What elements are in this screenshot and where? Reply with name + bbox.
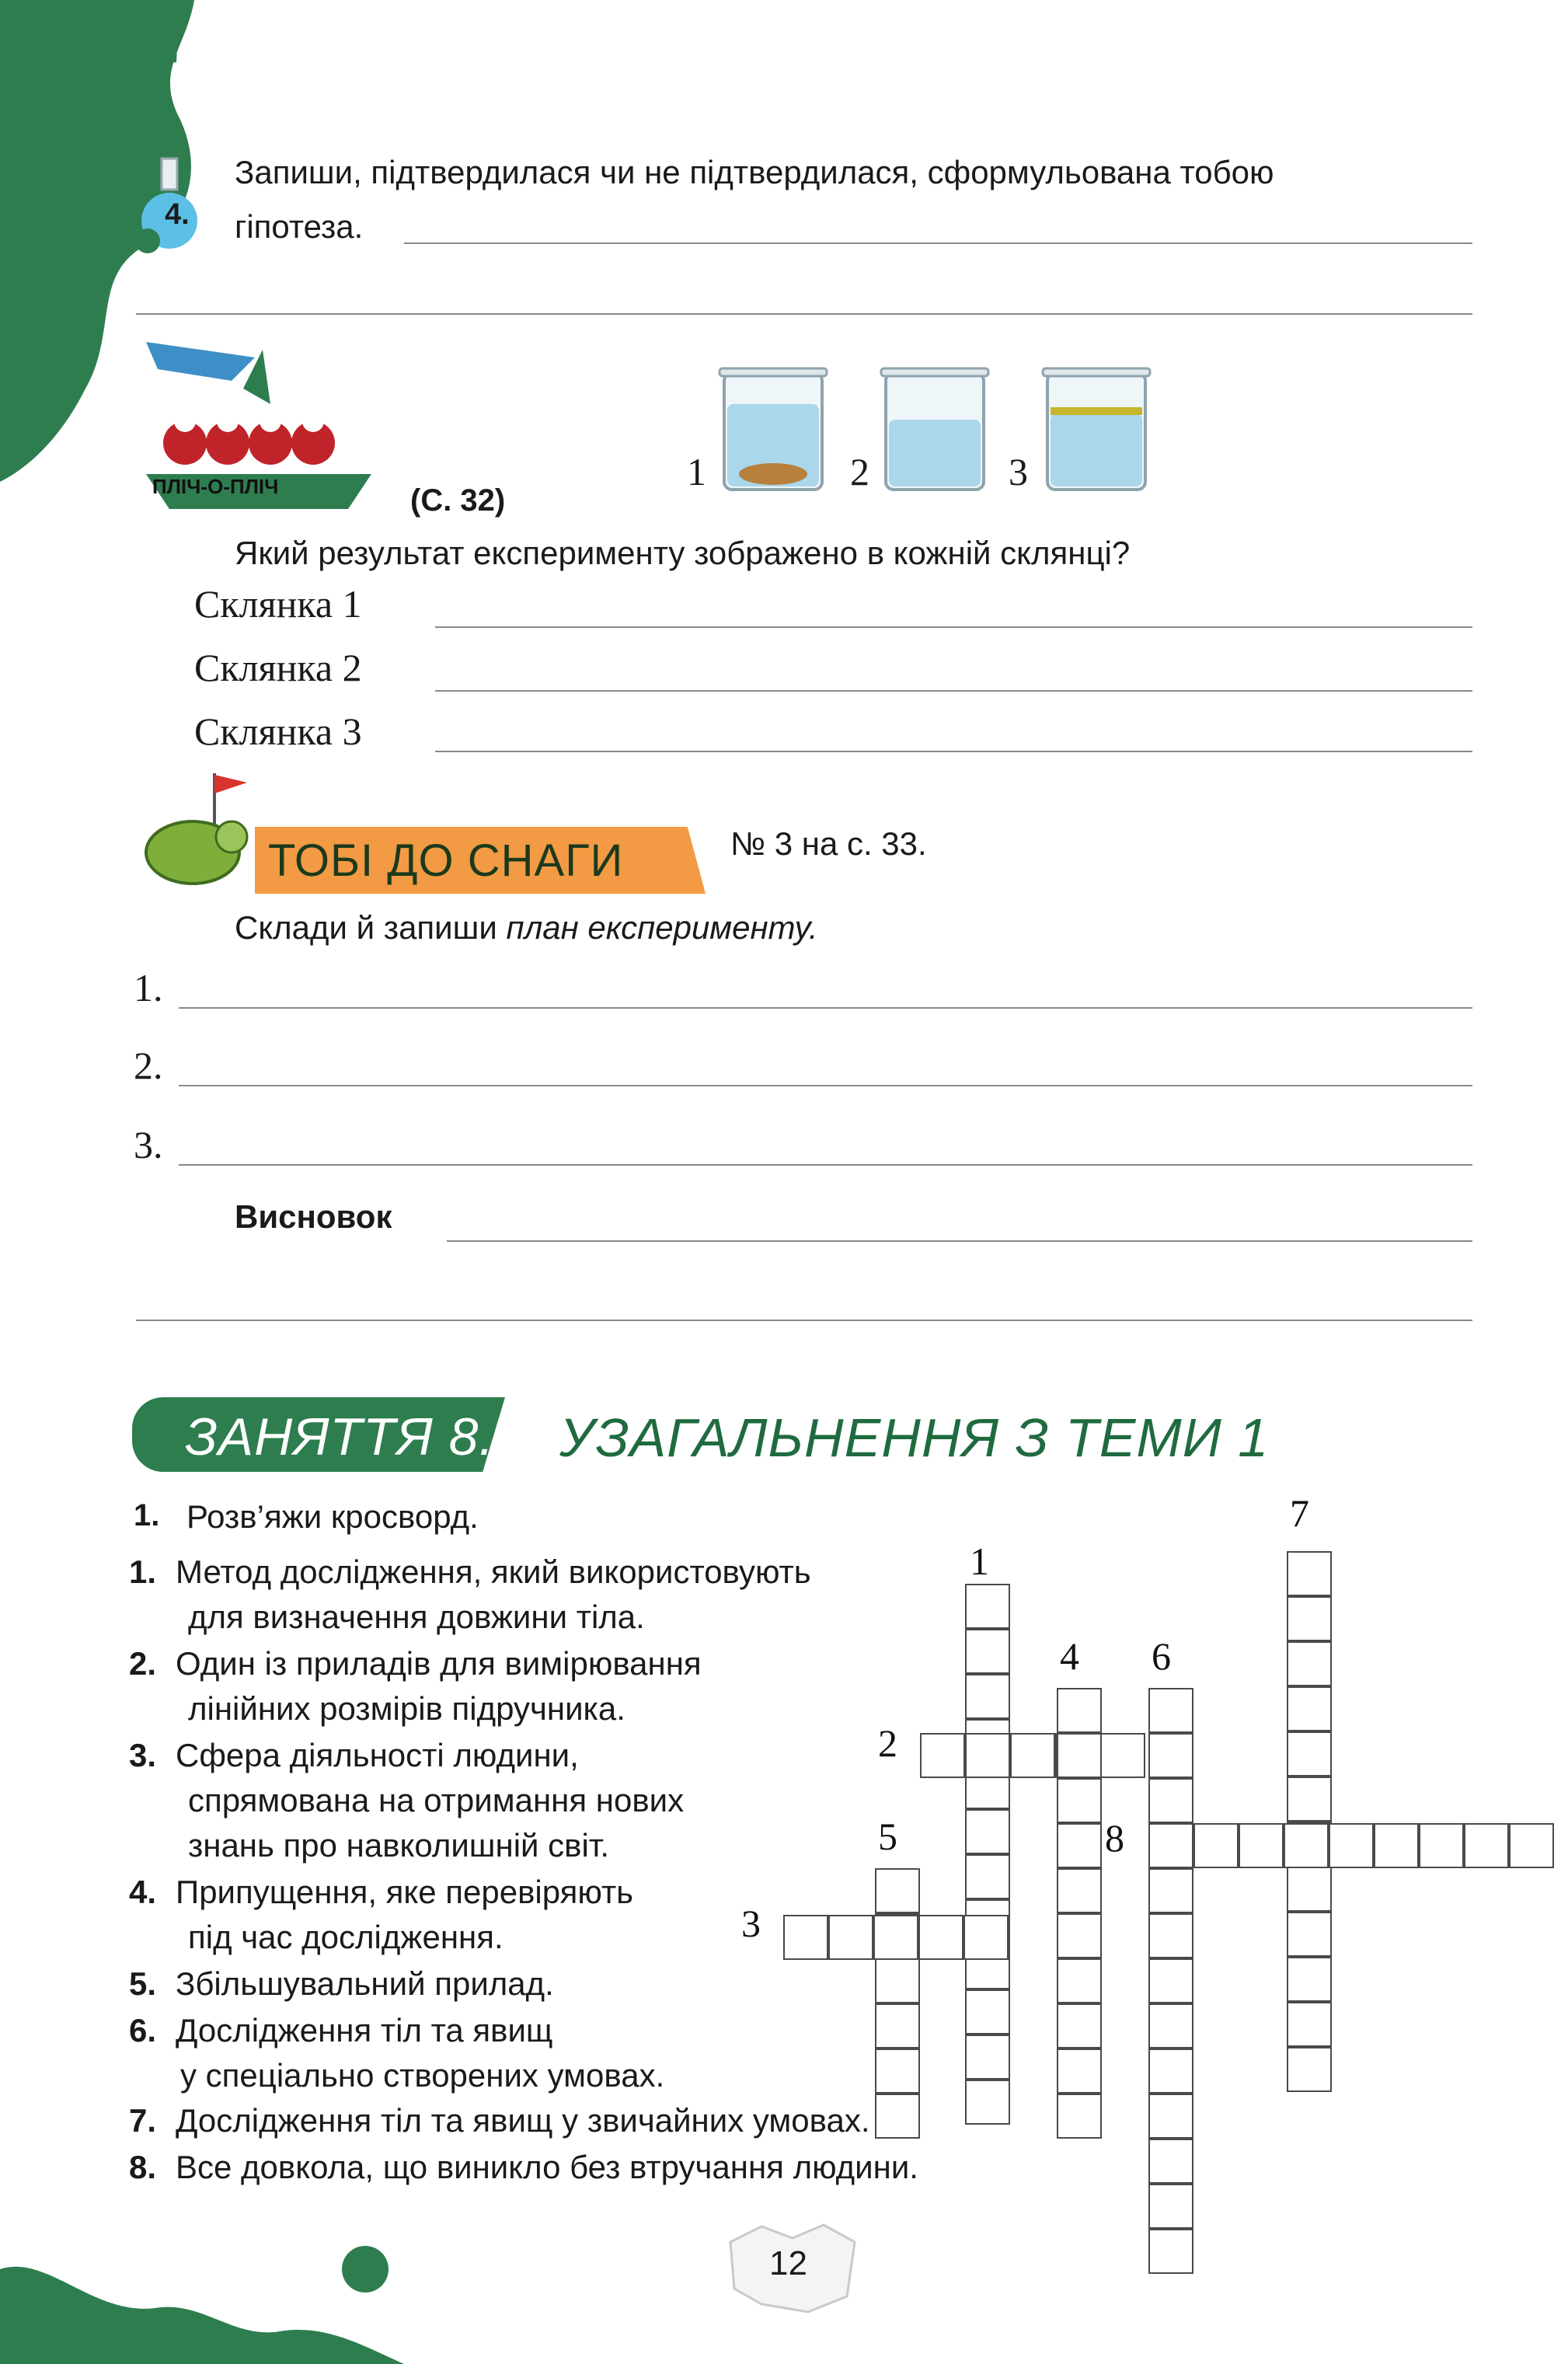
crossword-cell	[1148, 1688, 1193, 1733]
crossword-cell	[1374, 1823, 1419, 1868]
crossword-cell	[1287, 1776, 1332, 1822]
clue-7: 7. Дослідження тіл та явищ у звичайних умовах.	[129, 2102, 870, 2139]
answer-line	[179, 1164, 1472, 1166]
glass-3-label: 3	[1009, 450, 1028, 493]
clue-4-cont: під час дослідження.	[188, 1919, 504, 1955]
crossword-cell	[1287, 2002, 1332, 2047]
task4-number: 4.	[165, 198, 190, 231]
crossword-cell	[1287, 1822, 1332, 1867]
crossword-cell	[1057, 2094, 1102, 2139]
crossword-cell	[1148, 2139, 1193, 2184]
crossword-cell	[1287, 1551, 1332, 1596]
crossword-cell	[1057, 2048, 1102, 2094]
answer-line	[435, 690, 1472, 692]
task4-line1: Запиши, підтвердилася чи не підтвердилася, сформульована тобою	[235, 154, 1274, 190]
crossword-cell	[1148, 2094, 1193, 2139]
clue-5: 5. Збільшувальний прилад.	[129, 1965, 554, 2002]
glass-2-label: 2	[850, 450, 869, 493]
task4-line2: гіпотеза.	[235, 208, 364, 245]
glass-2-illustration	[876, 357, 993, 497]
crossword-cell	[1329, 1823, 1374, 1868]
clue-6: 6. Дослідження тіл та явищ	[129, 2012, 553, 2048]
conclusion-label: Висновок	[235, 1198, 392, 1235]
clue-2: 2. Один із приладів для вимірювання	[129, 1645, 702, 1682]
glass-3-illustration	[1038, 357, 1155, 497]
pairs-page-ref: (С. 32)	[410, 483, 506, 518]
answer-line	[136, 1320, 1472, 1321]
crossword-cell	[1100, 1733, 1145, 1778]
crossword-cell	[1057, 1778, 1102, 1823]
task1-text: Розв’яжи кросворд.	[186, 1498, 479, 1535]
crossword-cell	[1057, 1823, 1102, 1868]
crossword-cell	[1509, 1823, 1554, 1868]
crossword-cell	[1464, 1823, 1509, 1868]
green-decoration-bottom	[0, 2223, 435, 2364]
clue-1-cont: для визначення довжини тіла.	[188, 1599, 645, 1635]
challenge-badge-text: ТОБІ ДО СНАГИ	[268, 835, 624, 886]
clue-list	[129, 1550, 1061, 2218]
crossword-cell	[1148, 1913, 1193, 1958]
crossword-cell	[1287, 1641, 1332, 1686]
crossword-cell	[1148, 2184, 1193, 2229]
crossword-cell	[1287, 1686, 1332, 1731]
challenge-ref: № 3 на с. 33.	[730, 825, 927, 862]
answer-line	[136, 313, 1472, 315]
crossword-cell	[1057, 1958, 1102, 2003]
crossword-cell	[1148, 2229, 1193, 2274]
lesson-title: УЗАГАЛЬНЕННЯ З ТЕМИ 1	[559, 1407, 1270, 1468]
glass-row-2: Склянка 2	[194, 646, 362, 689]
crossword-cell	[1057, 1868, 1102, 1913]
plan-step-3: 3.	[134, 1123, 163, 1166]
crossword-cell	[1148, 1823, 1193, 1868]
glass-1-illustration	[715, 357, 831, 497]
challenge-instruction: Склади й запиши план експерименту.	[235, 909, 818, 946]
crossword-number-6: 6	[1152, 1634, 1171, 1678]
lesson-badge-text: ЗАНЯТТЯ 8.	[185, 1407, 495, 1466]
crossword-number-8: 8	[1105, 1816, 1124, 1860]
answer-line	[447, 1240, 1472, 1242]
crossword-number-1: 1	[970, 1539, 989, 1583]
clue-8: 8. Все довкола, що виникло без втручання людини.	[129, 2149, 918, 2185]
glass-row-1: Склянка 1	[194, 582, 362, 626]
pairs-badge: ПЛІЧ-О-ПЛІЧ	[152, 475, 279, 498]
clue-1: 1. Метод дослідження, який використовують	[129, 1553, 811, 1590]
plan-step-1: 1.	[134, 966, 163, 1009]
answer-line	[435, 751, 1472, 752]
crossword-cell	[1287, 1596, 1332, 1641]
glass-1-label: 1	[687, 450, 706, 493]
answer-line	[179, 1007, 1472, 1009]
crossword-number-7: 7	[1290, 1491, 1309, 1535]
crossword-cell	[1193, 1823, 1239, 1868]
answer-line	[404, 242, 1472, 244]
crossword-cell	[1057, 2003, 1102, 2048]
crossword-cell	[1239, 1823, 1284, 1868]
clue-2-cont: лінійних розмірів підручника.	[188, 1690, 625, 1727]
answer-line	[435, 626, 1472, 628]
crossword-cell	[1287, 1912, 1332, 1957]
clue-3-cont: знань про навколишній світ.	[188, 1827, 610, 1864]
crossword-cell	[1148, 1778, 1193, 1823]
crossword-cell	[1057, 1913, 1102, 1958]
crossword-number-3: 3	[741, 1902, 761, 1945]
clue-4: 4. Припущення, яке перевіряють	[129, 1874, 634, 1910]
crossword-cell	[1057, 1688, 1102, 1733]
crossword-cell	[1148, 1958, 1193, 2003]
clue-3-cont: спрямована на отримання нових	[188, 1782, 685, 1818]
plan-step-2: 2.	[134, 1044, 163, 1087]
crossword-number-5: 5	[878, 1815, 897, 1858]
clue-6-cont: у спеціально створених умовах.	[180, 2057, 665, 2094]
beetle-flag-illustration	[131, 765, 263, 898]
pairs-question: Який результат експерименту зображено в кожній склянці?	[235, 535, 1131, 571]
crossword-number-2: 2	[878, 1721, 897, 1765]
crossword-cell	[1055, 1733, 1100, 1778]
crossword-cell	[1287, 1867, 1332, 1912]
crossword-cell	[1057, 1733, 1102, 1778]
answer-line	[179, 1085, 1472, 1086]
crossword-cell	[1287, 1957, 1332, 2002]
crossword-cell	[1148, 1733, 1193, 1778]
page-number: 12	[769, 2244, 807, 2282]
clue-3: 3. Сфера діяльності людини,	[129, 1737, 579, 1773]
crossword-cell	[1287, 2047, 1332, 2092]
crossword-number-4: 4	[1060, 1634, 1079, 1678]
glass-row-3: Склянка 3	[194, 710, 362, 753]
crossword-cell	[1148, 2003, 1193, 2048]
task1-number: 1.	[134, 1498, 160, 1532]
crossword-cell	[1148, 1868, 1193, 1913]
crossword-cell	[1419, 1823, 1464, 1868]
crossword-cell	[1287, 1731, 1332, 1776]
crossword-cell	[1148, 2048, 1193, 2094]
crossword-cell	[1284, 1823, 1329, 1868]
